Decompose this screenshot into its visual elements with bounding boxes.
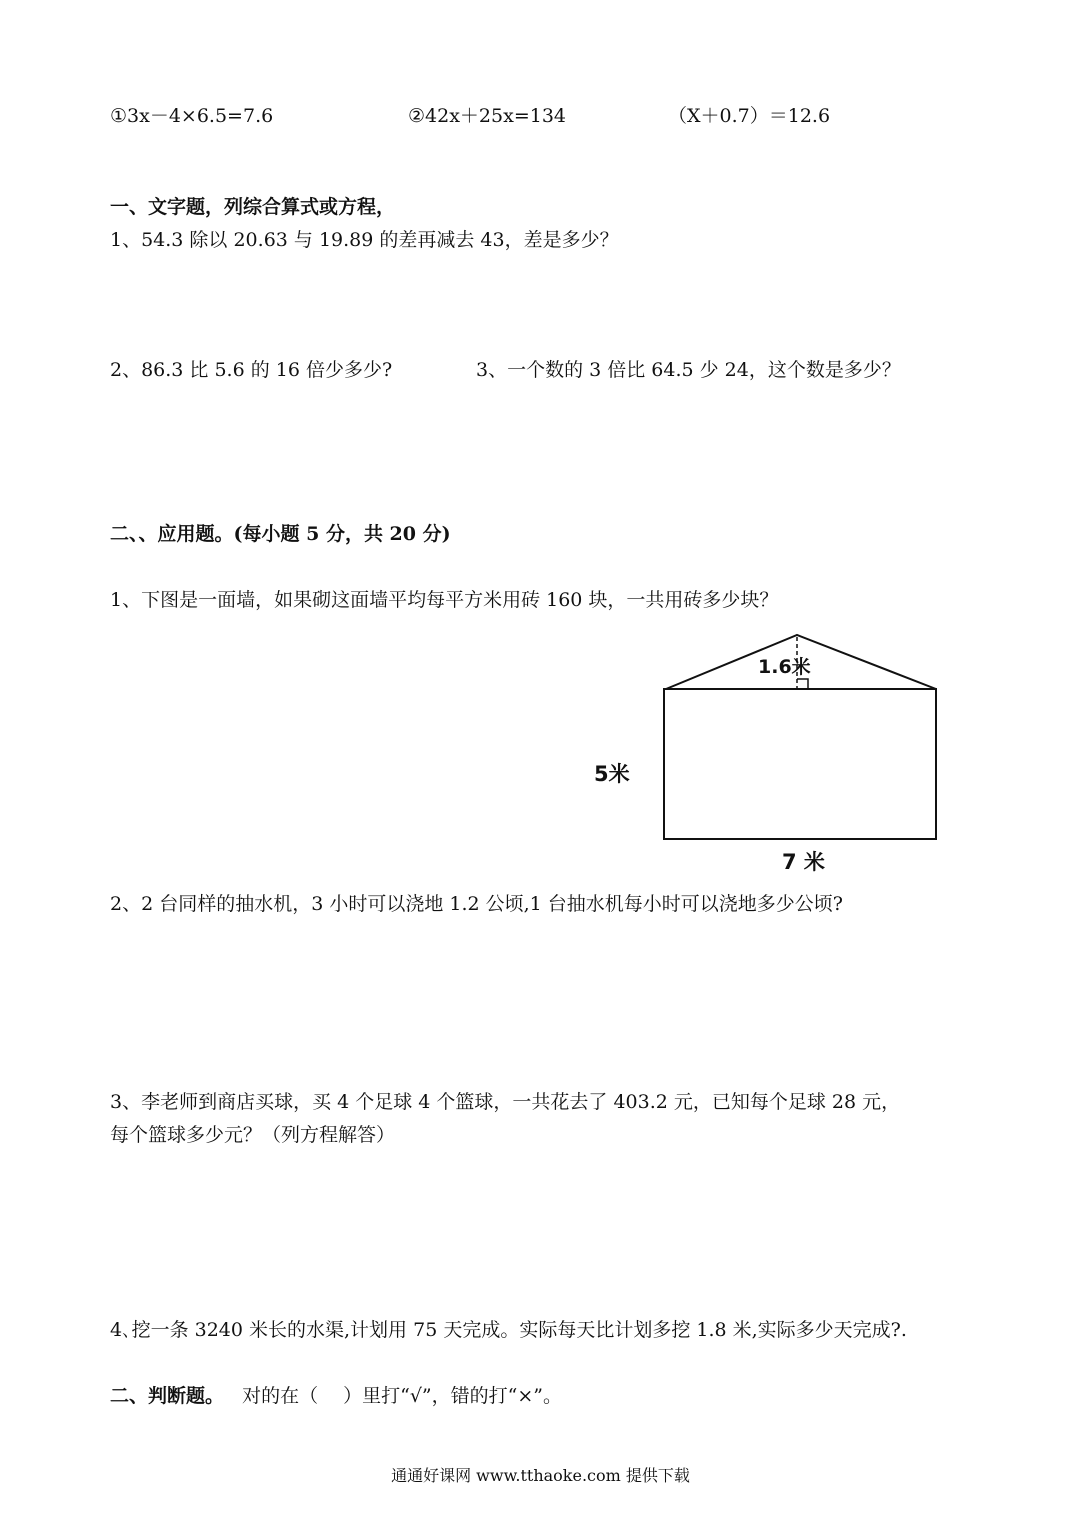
section-judge <box>110 1384 562 1408</box>
right-angle-marker <box>797 679 808 689</box>
word-question-3: 3、一个数的 3 倍比 64.5 少 24，这个数是多少？ <box>476 359 901 381</box>
section-word-heading: 一、文字题，列综合算式或方程， <box>110 196 396 218</box>
word-question-1: 1、54.3 除以 20.63 与 19.89 的差再减去 43，差是多少？ <box>110 229 619 251</box>
section-app-heading: 二、、应用题。(每小题 5 分，共 20 分) <box>110 523 451 545</box>
equation-3: （X＋0.7）＝12.6 <box>668 105 831 127</box>
word-question-2: 2、86.3 比 5.6 的 16 倍少多少? <box>110 359 393 381</box>
app-question-2: 2、2 台同样的抽水机，3 小时可以浇地 1.2 公顷,1 台抽水机每小时可以浇地多少公顷? <box>110 893 843 915</box>
equation-2: ②42x＋25x=134 <box>408 105 567 127</box>
footer-text: 通通好课网 www.tthaoke.com 提供下载 <box>391 1466 690 1485</box>
height-label: 1.6米 <box>758 656 811 678</box>
side-label: 5米 <box>594 762 630 786</box>
bottom-label: 7 米 <box>782 850 825 874</box>
app-question-1: 1、下图是一面墙，如果砌这面墙平均每平方米用砖 160 块，一共用砖多少块？ <box>110 589 779 611</box>
app-question-4: 4､挖一条 3240 米长的水渠,计划用 75 天完成。实际每天比计划多挖 1.8 米,实际多少天完成?. <box>110 1319 907 1341</box>
section-judge-instruction: 对的在（ ）里打“√”，错的打“×”。 <box>242 1385 562 1407</box>
wall-rectangle <box>664 689 936 839</box>
app-question-3-line-2: 每个篮球多少元？（列方程解答） <box>110 1124 396 1146</box>
wall-figure <box>560 625 990 885</box>
section-judge-heading: 二、判断题。 <box>110 1385 225 1407</box>
equation-1: ①3x－4×6.5=7.6 <box>110 105 274 127</box>
app-question-3-line-1: 3、李老师到商店买球，买 4 个足球 4 个篮球，一共花去了 403.2 元，已知每个足球 28 元， <box>110 1091 901 1113</box>
